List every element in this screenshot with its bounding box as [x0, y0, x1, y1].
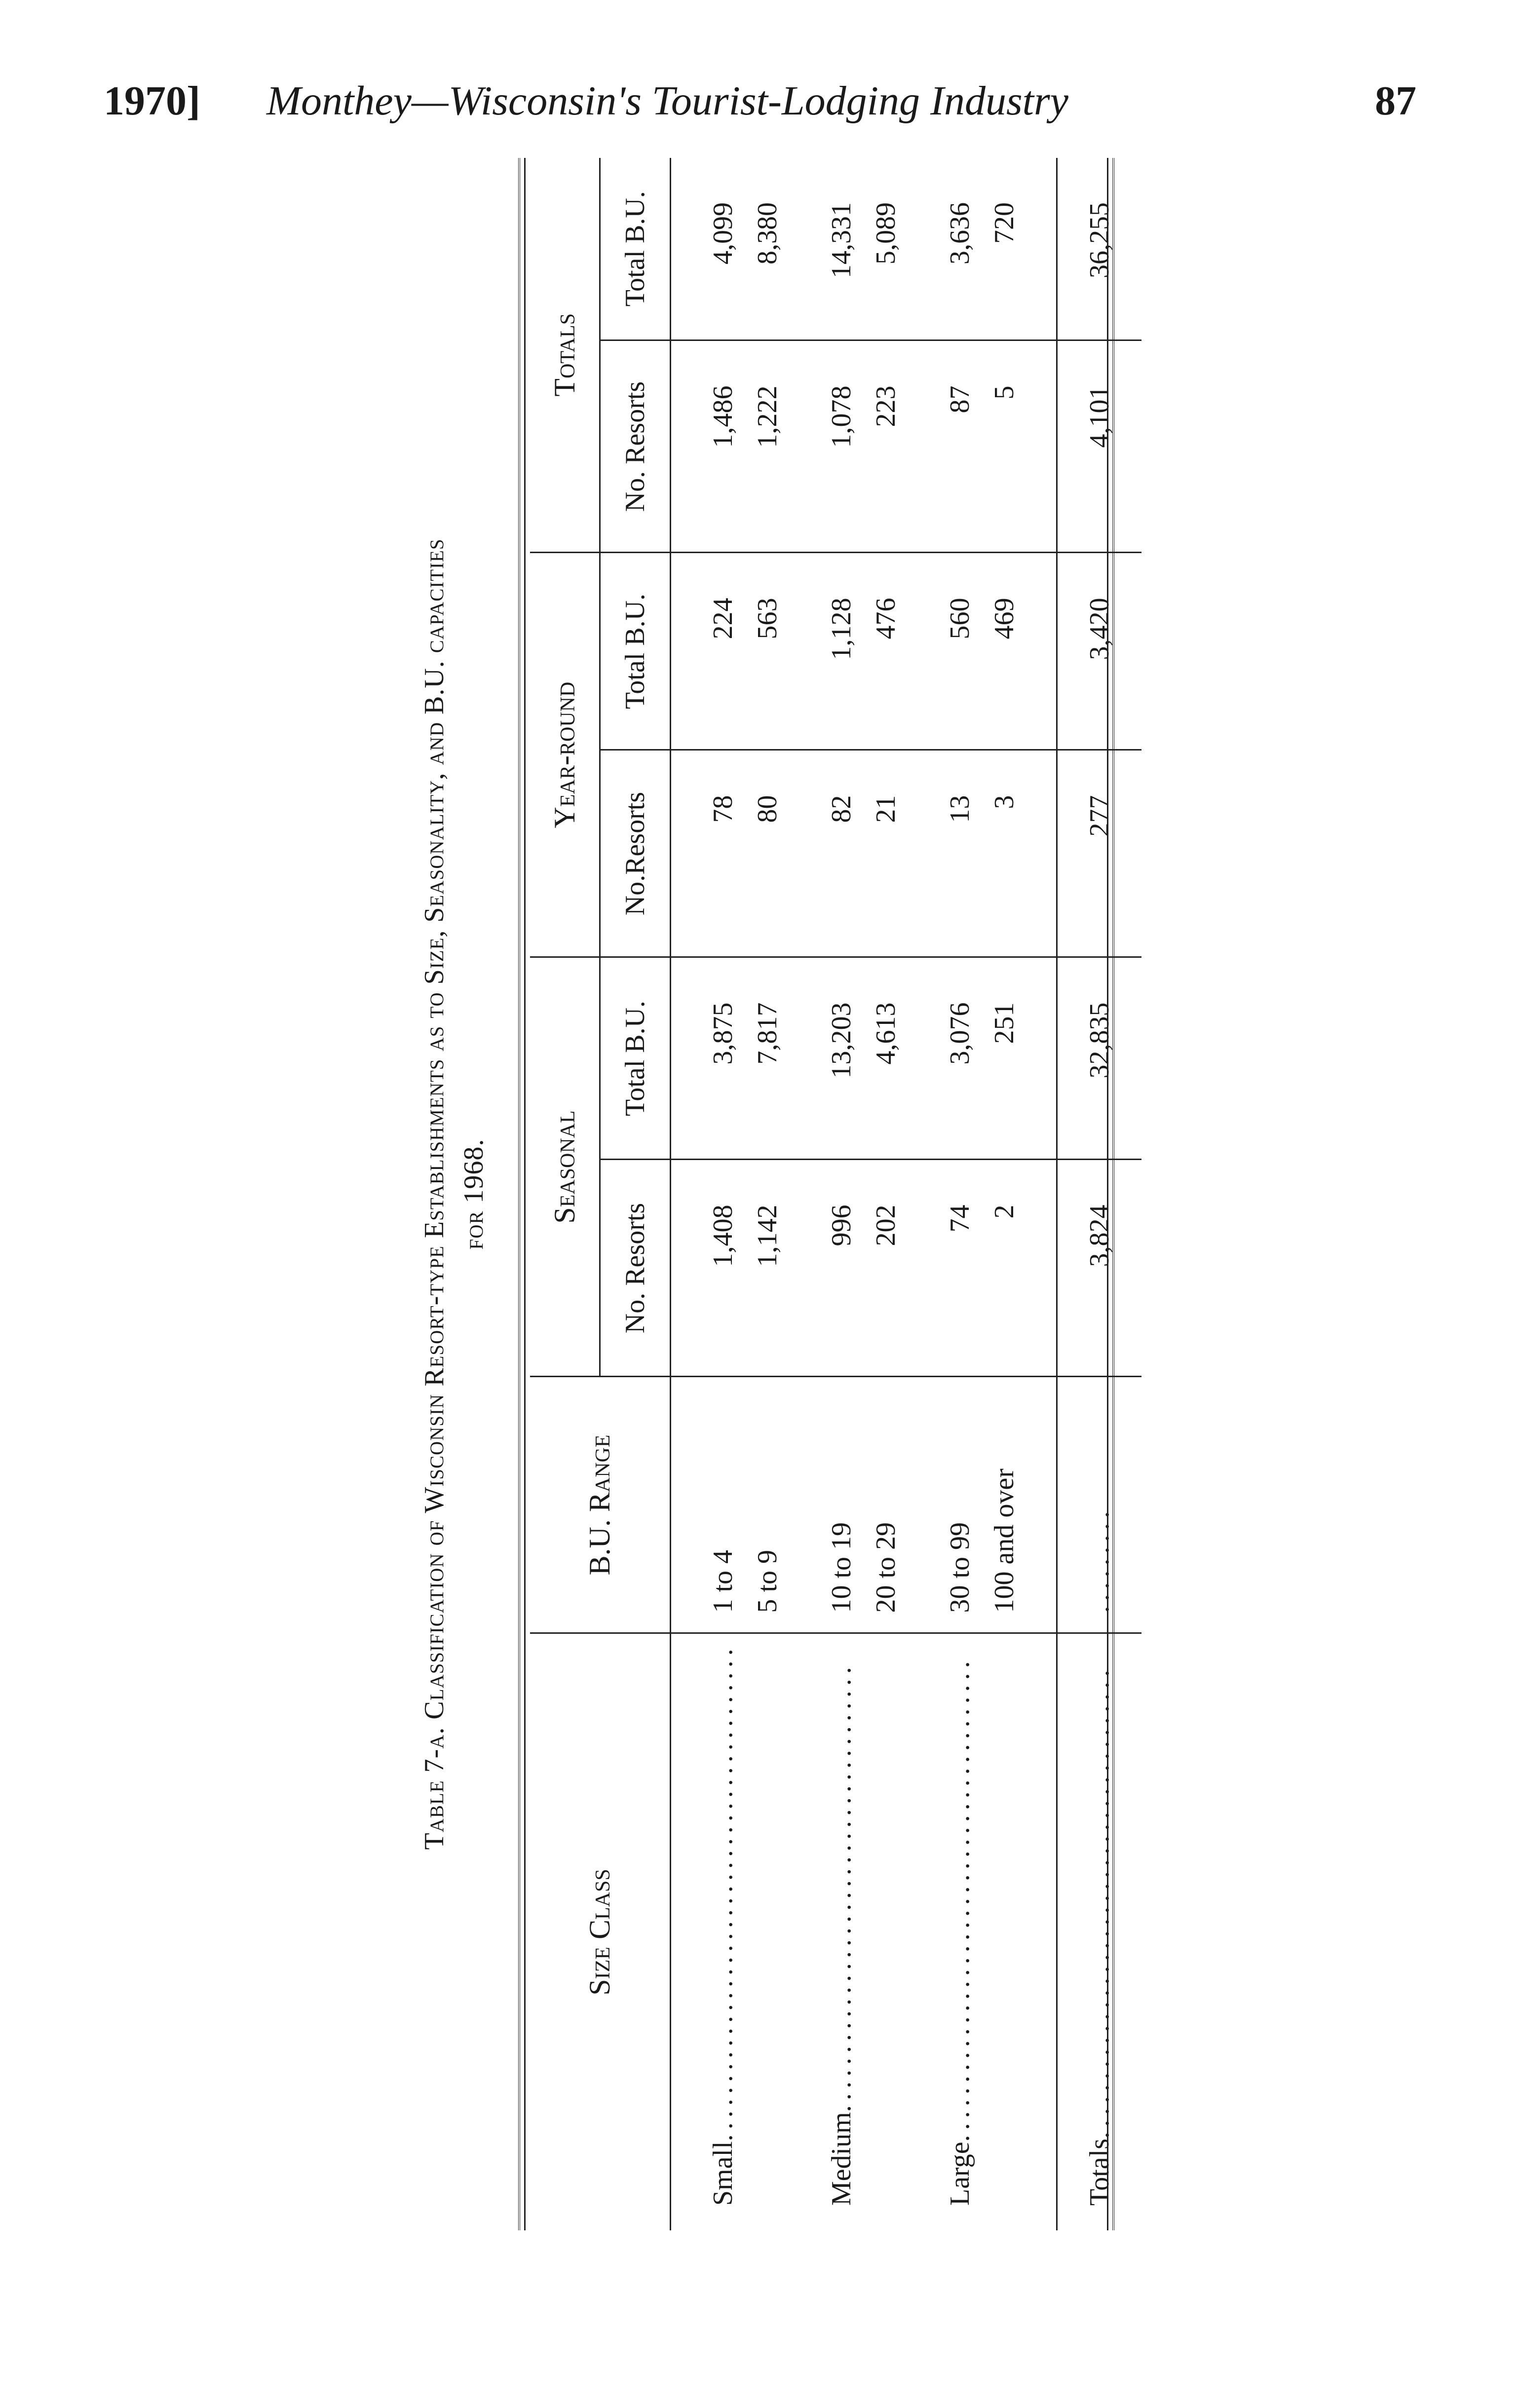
table-row — [701, 158, 745, 2230]
year-round-total-bu-cell: 1,128 — [819, 553, 864, 750]
totals-seasonal-no-resorts: 3,824 — [1057, 1160, 1142, 1377]
totals-no-resorts-cell: 1,486 — [701, 340, 745, 553]
col-header-year-round-no-resorts: No.Resorts — [600, 750, 671, 957]
table-row — [864, 158, 908, 2230]
table-frame — [518, 158, 1114, 2230]
seasonal-total-bu-cell: 4,613 — [864, 957, 908, 1160]
seasonal-total-bu-cell: 7,817 — [745, 957, 790, 1160]
totals-range-cell: ......... — [1057, 1377, 1142, 1633]
size-class-cell — [864, 1633, 908, 2230]
table-row — [819, 158, 864, 2230]
size-class-cell: Small.......................................... — [708, 1644, 738, 2206]
totals-total-bu-cell: 8,380 — [745, 158, 790, 340]
bu-range-cell: 30 to 99 — [938, 1377, 982, 1633]
page-number: 87 — [1375, 78, 1416, 124]
totals-seasonal-total-bu: 32,835 — [1057, 957, 1142, 1160]
seasonal-total-bu-cell: 251 — [982, 957, 1026, 1160]
col-group-totals: Totals — [530, 158, 600, 553]
totals-no-resorts-cell: 5 — [982, 340, 1026, 553]
bu-range-cell: 20 to 29 — [864, 1377, 908, 1633]
bu-range-cell: 10 to 19 — [819, 1377, 864, 1633]
year-round-no-resorts-cell: 21 — [864, 750, 908, 957]
size-class-cell: Large......................................... — [945, 1656, 975, 2206]
table-row — [982, 158, 1026, 2230]
totals-total-bu-cell: 4,099 — [701, 158, 745, 340]
year-round-no-resorts-cell: 80 — [745, 750, 790, 957]
col-header-bu-range: B.U. Range — [530, 1377, 671, 1633]
year-round-no-resorts-cell: 13 — [938, 750, 982, 957]
table-row — [938, 158, 982, 2230]
size-class-cell: Medium...................................... — [826, 1662, 857, 2206]
year-round-no-resorts-cell: 3 — [982, 750, 1026, 957]
size-class-cell — [982, 1633, 1026, 2230]
year-round-no-resorts-cell: 78 — [701, 750, 745, 957]
totals-year-round-total-bu: 3,420 — [1057, 553, 1142, 750]
seasonal-no-resorts-cell: 202 — [864, 1160, 908, 1377]
totals-totals-no-resorts: 4,101 — [1057, 340, 1142, 553]
bu-range-cell: 1 to 4 — [701, 1377, 745, 1633]
totals-row — [1057, 158, 1142, 2230]
col-group-seasonal: Seasonal — [530, 957, 600, 1377]
seasonal-no-resorts-cell: 2 — [982, 1160, 1026, 1377]
running-header — [104, 74, 1416, 128]
seasonal-total-bu-cell: 3,076 — [938, 957, 982, 1160]
totals-no-resorts-cell: 223 — [864, 340, 908, 553]
totals-total-bu-cell: 720 — [982, 158, 1026, 340]
totals-total-bu-cell: 5,089 — [864, 158, 908, 340]
year-round-no-resorts-cell: 82 — [819, 750, 864, 957]
year-round-total-bu-cell: 560 — [938, 553, 982, 750]
bu-range-cell: 100 and over — [982, 1377, 1026, 1633]
totals-total-bu-cell: 14,331 — [819, 158, 864, 340]
seasonal-no-resorts-cell: 996 — [819, 1160, 864, 1377]
col-header-totals-total-bu: Total B.U. — [600, 158, 671, 340]
rotated-table-block — [415, 158, 1115, 2230]
totals-year-round-no-resorts: 277 — [1057, 750, 1142, 957]
table-caption — [415, 158, 494, 2230]
totals-label-cell: Totals........................................ — [1057, 1633, 1142, 2230]
totals-no-resorts-cell: 87 — [938, 340, 982, 553]
totals-total-bu-cell: 3,636 — [938, 158, 982, 340]
table-caption-line1: Table 7-a. Classification of Wisconsin Resort-type Establishments as to Size, Seasonality, and B.U. capacities — [419, 538, 450, 1850]
size-class-cell — [745, 1633, 790, 2230]
col-header-size-class: Size Class — [530, 1633, 671, 2230]
resort-classification-table — [530, 158, 1141, 2230]
running-title: Monthey—Wisconsin's Tourist-Lodging Industry — [266, 78, 1068, 124]
col-header-year-round-total-bu: Total B.U. — [600, 553, 671, 750]
seasonal-total-bu-cell: 13,203 — [819, 957, 864, 1160]
col-header-totals-no-resorts: No. Resorts — [600, 340, 671, 553]
year-round-total-bu-cell: 563 — [745, 553, 790, 750]
seasonal-no-resorts-cell: 74 — [938, 1160, 982, 1377]
volume-year: 1970] — [104, 78, 200, 124]
seasonal-no-resorts-cell: 1,408 — [701, 1160, 745, 1377]
totals-no-resorts-cell: 1,078 — [819, 340, 864, 553]
col-header-seasonal-no-resorts: No. Resorts — [600, 1160, 671, 1377]
col-group-year-round: Year-round — [530, 553, 600, 957]
table-row — [745, 158, 790, 2230]
year-round-total-bu-cell: 476 — [864, 553, 908, 750]
bu-range-cell: 5 to 9 — [745, 1377, 790, 1633]
seasonal-no-resorts-cell: 1,142 — [745, 1160, 790, 1377]
table-caption-line2: for 1968. — [458, 1138, 489, 1250]
year-round-total-bu-cell: 469 — [982, 553, 1026, 750]
year-round-total-bu-cell: 224 — [701, 553, 745, 750]
col-header-seasonal-total-bu: Total B.U. — [600, 957, 671, 1160]
totals-totals-total-bu: 36,255 — [1057, 158, 1142, 340]
seasonal-total-bu-cell: 3,875 — [701, 957, 745, 1160]
totals-no-resorts-cell: 1,222 — [745, 340, 790, 553]
